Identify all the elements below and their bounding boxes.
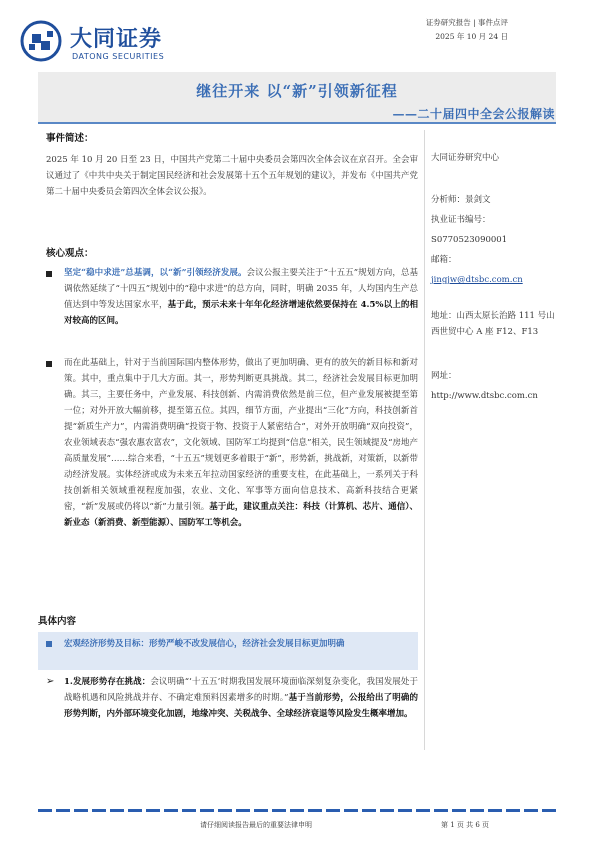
page-subtitle: ——二十届四中全会公报解读 bbox=[392, 107, 555, 121]
bullet-square-icon bbox=[46, 271, 52, 277]
arrow-right-icon: ➢ bbox=[46, 676, 55, 687]
core-point-2-conclusion: 基于此，建议重点关注：科技（计算机、芯片、通信）、新业态（新消费、新型能源）、国防军工等机会。 bbox=[64, 502, 418, 528]
website-link[interactable]: http://www.dtsbc.com.cn bbox=[431, 391, 538, 401]
logo-text: 大同证券 bbox=[70, 27, 163, 52]
core-point-1-conclusion: 基于此，预示未来十年年化经济增速依然要保持在 4.5%以上的相对较高的区间。 bbox=[64, 300, 418, 326]
core-point-2 bbox=[64, 355, 418, 531]
event-heading: 事件简述： bbox=[46, 133, 94, 144]
content-heading: 具体内容 bbox=[38, 616, 77, 627]
analyst-name: 分析师：景剑文 bbox=[431, 195, 491, 205]
email-label: 邮箱： bbox=[431, 255, 457, 265]
event-text: 2025 年 10 月 20 日至 23 日，中国共产党第二十届中央委员会第四次全体会议在京召开。全会审议通过了《中共中央关于制定国民经济和社会发展第十五个五年规划的建议》，并发布《中国共产党第二十届中央委员会第四次全体会议公报》。 bbox=[46, 155, 418, 197]
report-date: 2025 年 10 月 24 日 bbox=[435, 32, 508, 41]
core-heading: 核心观点： bbox=[46, 248, 94, 259]
report-type: 证券研究报告 | 事件点评 bbox=[425, 18, 508, 27]
core-point-2-text: 而在此基础上，针对于当前国际国内整体形势，做出了更加明确、更有的放矢的新目标和新对策。其中，重点集中于几大方面。其一，形势判断更具挑战。其二，经济社会发展目标更加明确。其三，主要任务中，产业发展、科技创新、内需消费依然是前三位，但产业发展被提至第一位；对外开放大幅前移，提至第五位。其四，细节方面，产业提出“三化”方向，科技创新首提“新质生产力”，内需消费明确“投资于物、投资于人紧密结合”，对外开放明确“双向投资”，农业领域表态“强农惠农富农”，文化领域、国防军工均提到“信息”相关，民生领域提及“房地产高质量发展”……综合来看，“十五五”规划更多着眼于“新”，形势新，挑战新，对策新，以新带动经济发展。实体经济或成为未来五年拉动国家经济的重要支柱，在此基础上，一系列关于科技创新相关领域重视程度加强，农业、文化、军事等方面向信息技术、高新科技结合更紧密，“新”发展或仍将以“新”力量引领。 bbox=[64, 358, 418, 512]
org-name: 大同证券研究中心 bbox=[431, 153, 500, 163]
content-item-1-text: 会议明确“‘十五五’时期我国发展环境面临深刻复杂变化，我国发展处于战略机遇和风险挑战并存、不确定难预料因素增多的时期。” bbox=[64, 677, 418, 703]
core-point-1-lead: 坚定“稳中求进”总基调，以“新”引领经济发展。 bbox=[64, 268, 247, 278]
logo-subtext: DATONG SECURITIES bbox=[72, 52, 165, 61]
core-point-1-text: 会议公报主要关注于“十五五”规划方向，总基调依然延续了“十四五”规划中的“稳中求进”的总方向，同时，明确 2035 年，人均国内生产总值达到中等发达国家水平， bbox=[64, 268, 418, 310]
page-title: 继往开来 以“新”引领新征程 bbox=[196, 82, 398, 100]
content-item-1-label: 1.发展形势存在挑战： bbox=[64, 677, 151, 687]
bullet-square-icon bbox=[46, 361, 52, 367]
bullet-square-icon bbox=[46, 641, 52, 647]
core-point-1 bbox=[64, 265, 418, 329]
address: 地址：山西太原长治路 111 号山西世贸中心 A 座 F12、F13 bbox=[431, 311, 555, 337]
analyst-panel bbox=[424, 130, 556, 750]
website-label: 网址： bbox=[431, 371, 457, 381]
content-item-1-conclusion: 基于当前形势，公报给出了明确的形势判断，内外部环境变化加剧，地缘冲突、关税战争、全球经济衰退等风险发生概率增加。 bbox=[64, 693, 418, 719]
cert-number: S0770523090001 bbox=[431, 235, 508, 245]
email-link[interactable]: jingjw@dtsbc.com.cn bbox=[431, 275, 523, 285]
logo-icon bbox=[20, 20, 62, 62]
footer-legal-note: 请仔细阅读报告最后的重要法律申明 bbox=[200, 821, 312, 829]
cert-label: 执业证书编号： bbox=[431, 215, 491, 225]
content-item-1 bbox=[64, 674, 418, 722]
macro-heading: 宏观经济形势及目标：形势严峻不改发展信心，经济社会发展目标更加明确 bbox=[64, 639, 345, 649]
page-number: 第 1 页 共 6 页 bbox=[441, 821, 490, 829]
footer-divider bbox=[38, 809, 556, 812]
